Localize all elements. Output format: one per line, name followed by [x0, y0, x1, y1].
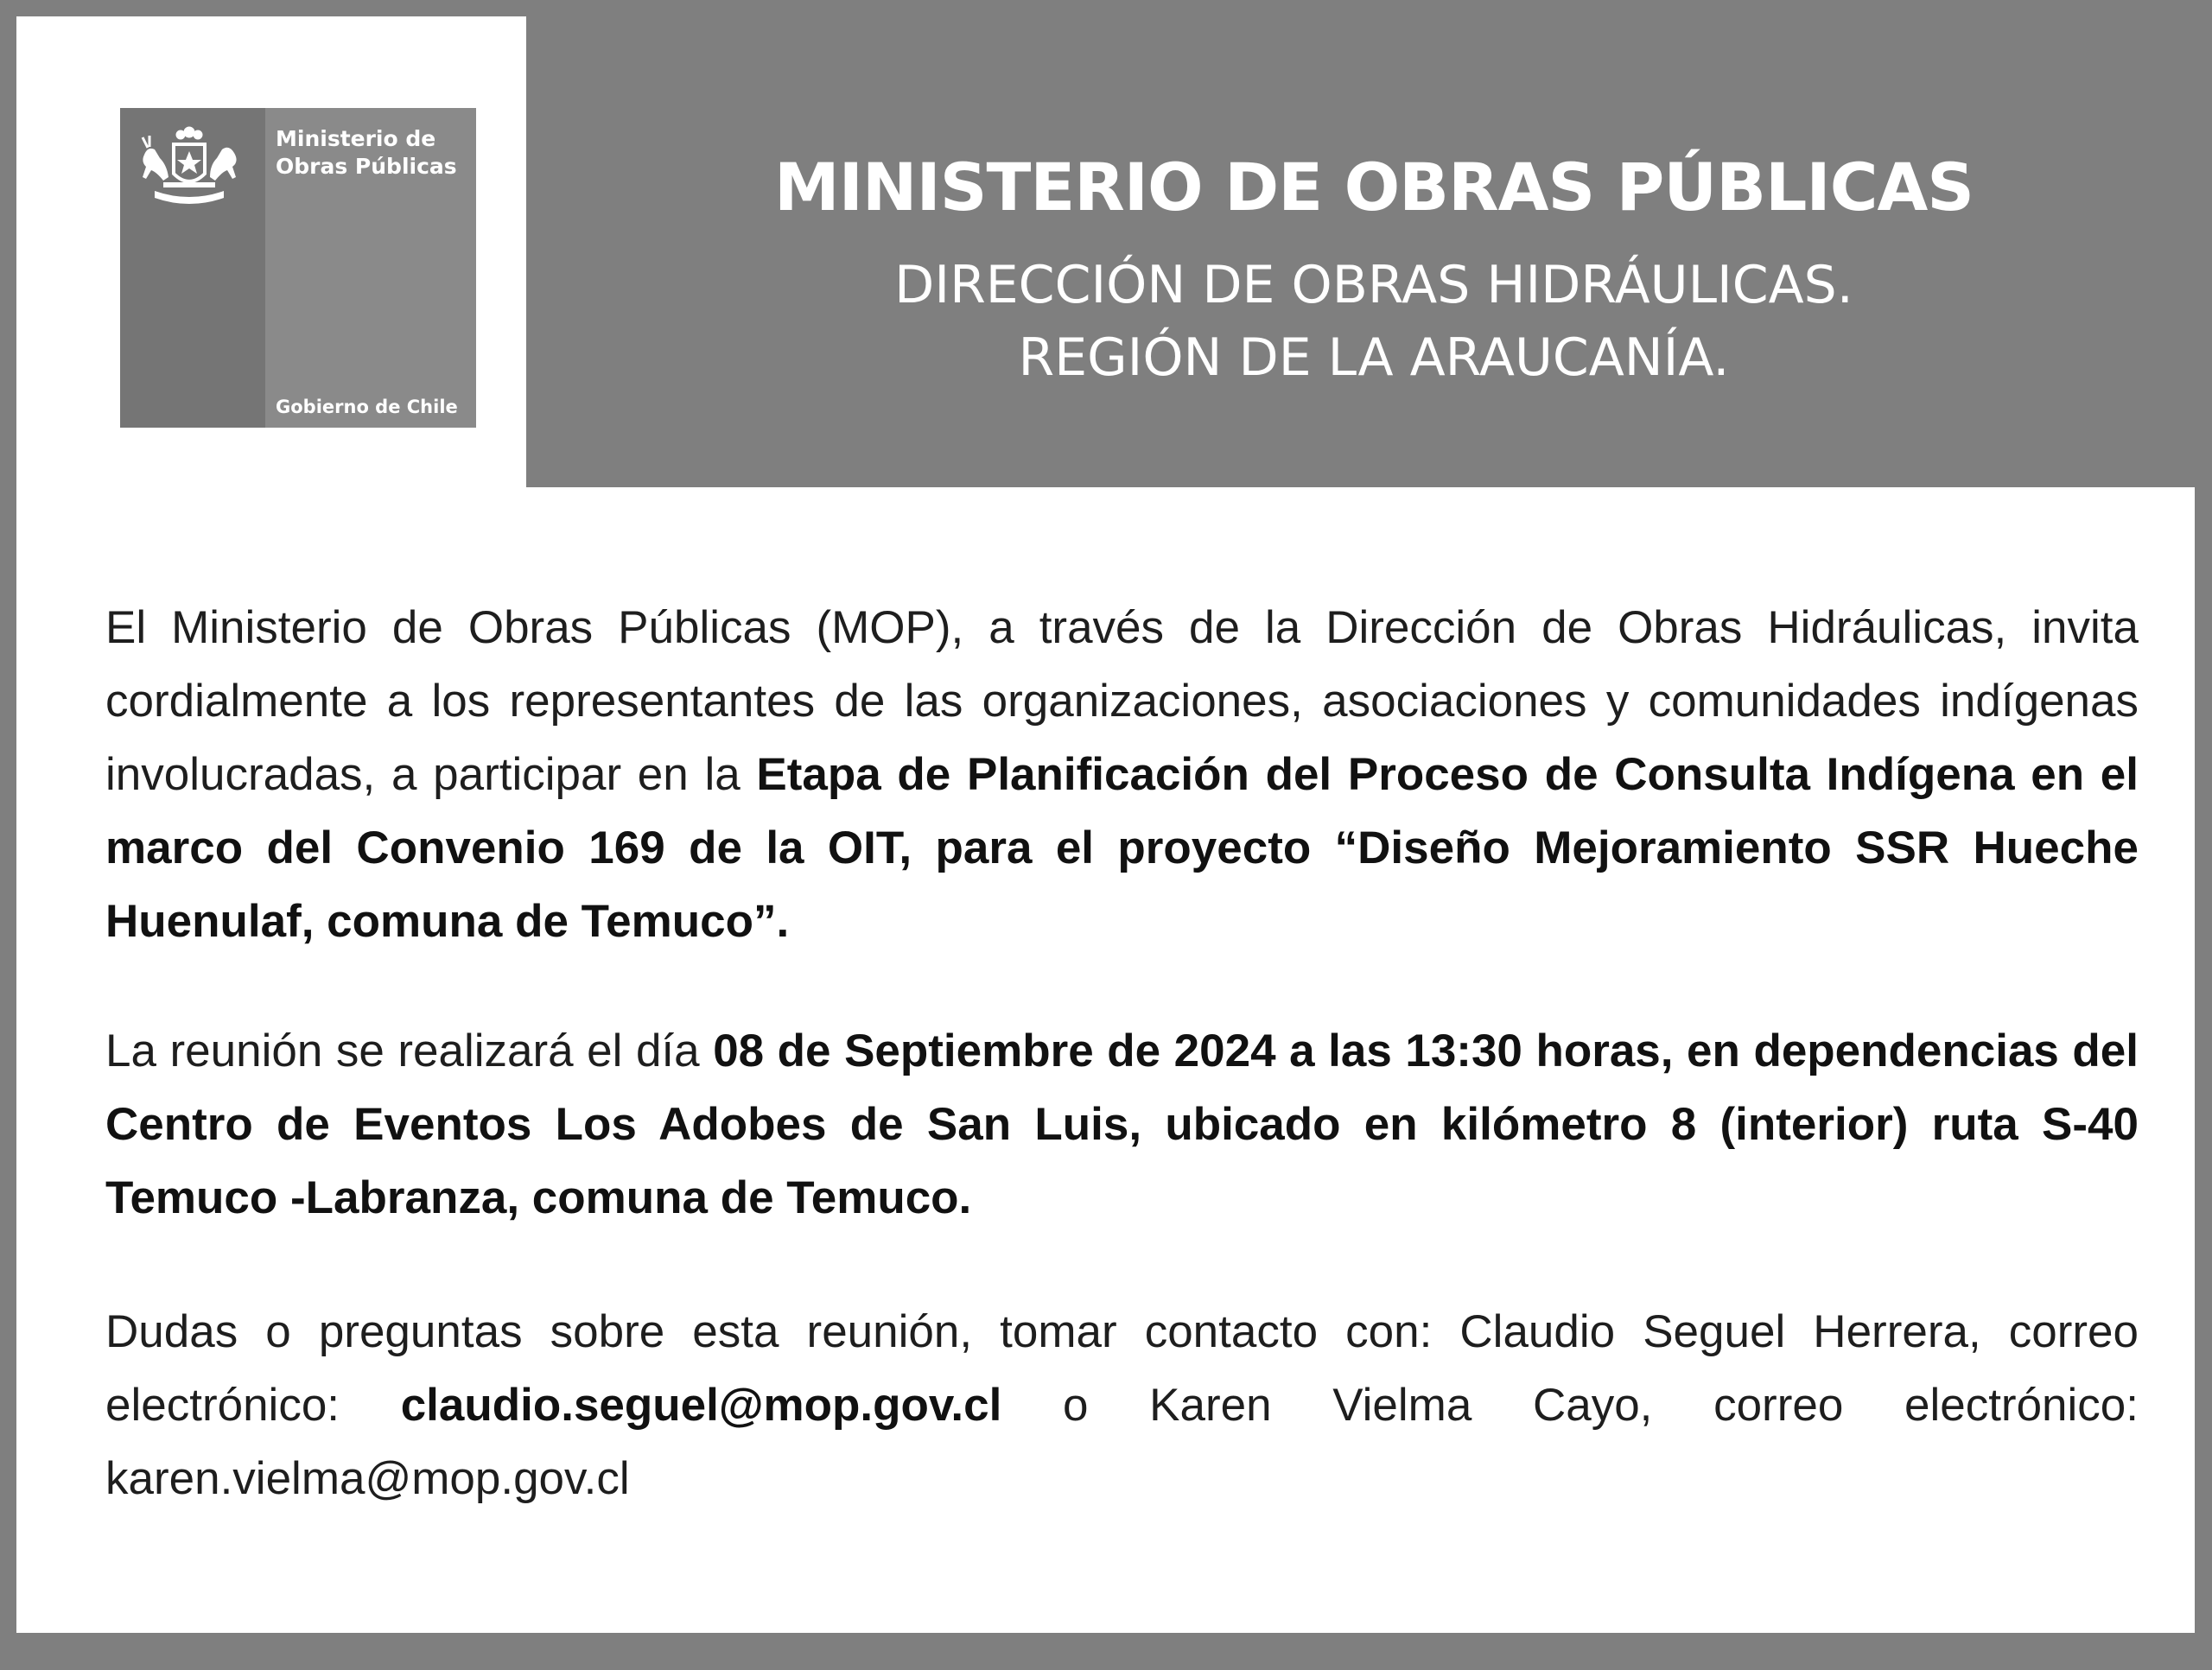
subtitle-line2: REGIÓN DE LA ARAUCANÍA.: [1018, 327, 1730, 388]
ministry-logo: [120, 108, 476, 428]
invitation-intro: El Ministerio de Obras Públicas (MOP), a través de la Dirección de Obras Hidráulicas, invita cordialmente a los representantes de las organizaciones, asociaciones y comunidades indígenas involucradas, a participar en la: [105, 602, 2139, 800]
logo-ministry-line2: Obras Públicas: [276, 154, 457, 179]
meeting-date-location: 08 de Septiembre de 2024 a las 13:30 horas, en dependencias del Centro de Eventos Los Adobes de San Luis, ubicado en kilómetro 8 (interior) ruta S-40 Temuco -Labranza, comuna de Temuco.: [105, 1025, 2139, 1223]
logo-emblem-block: [120, 108, 265, 428]
logo-government-label: Gobierno de Chile: [276, 397, 458, 417]
logo-panel: [16, 16, 526, 487]
contact-intro: Dudas o preguntas sobre esta reunión, tomar contacto con: Claudio Seguel Herrera, correo electrónico:: [105, 1306, 2139, 1431]
logo-text-block: [265, 108, 476, 428]
invitation-highlight: Etapa de Planificación del Proceso de Consulta Indígena en el marco del Convenio 169 de la OIT, para el proyecto “Diseño Mejoramiento SSR Hueche Huenulaf, comuna de Temuco”.: [105, 749, 2139, 947]
contact-middle: o Karen Vielma Cayo, correo electrónico:: [1001, 1380, 2139, 1431]
logo-ministry-line1: Ministerio de: [276, 126, 436, 151]
page-subtitle: [553, 249, 2195, 394]
page-title: MINISTERIO DE OBRAS PÚBLICAS: [773, 149, 1974, 225]
meeting-intro: La reunión se realizará el día: [105, 1025, 714, 1076]
contact-paragraph: [105, 1295, 2139, 1515]
coat-of-arms-icon: [129, 120, 250, 224]
contact-email-karen[interactable]: karen.vielma@mop.gov.cl: [105, 1453, 630, 1504]
meeting-details-paragraph: [105, 1014, 2139, 1235]
invitation-paragraph: [105, 591, 2139, 958]
main-content-panel: [16, 487, 2195, 1633]
subtitle-line1: DIRECCIÓN DE OBRAS HIDRÁULICAS.: [894, 255, 1853, 315]
contact-email-claudio[interactable]: claudio.seguel@mop.gov.cl: [400, 1380, 1002, 1431]
logo-ministry-name: [276, 125, 474, 181]
